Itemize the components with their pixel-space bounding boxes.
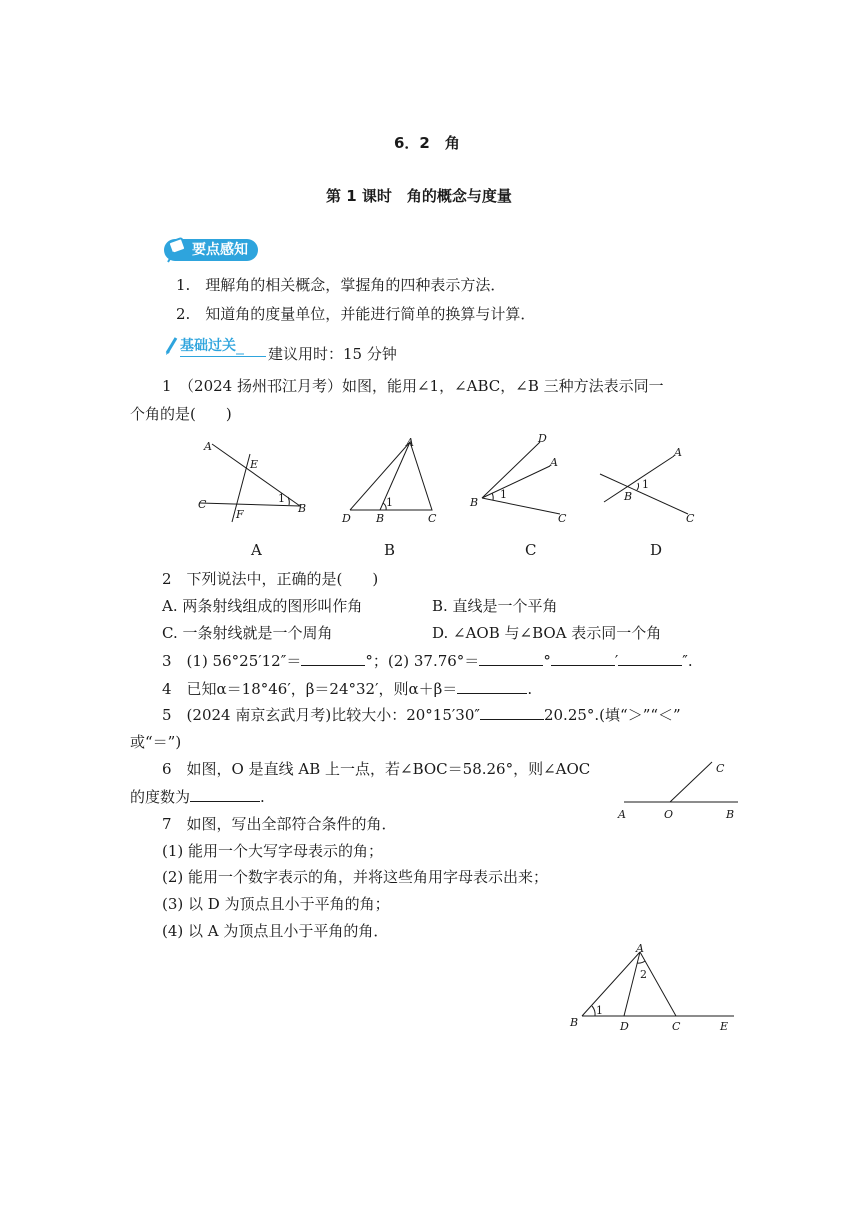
practice-tag bbox=[164, 334, 244, 356]
q6-label-c: C bbox=[716, 762, 725, 775]
fig-a-label-e: E bbox=[250, 458, 259, 471]
figure-b bbox=[341, 436, 437, 525]
q1-option-c: C bbox=[525, 541, 537, 559]
q7-item-4: (4) 以 A 为顶点且小于平角的角． bbox=[162, 922, 389, 940]
q4-part2: . bbox=[527, 680, 533, 698]
key-points-tag bbox=[164, 239, 258, 261]
q3-part4: ′ bbox=[614, 652, 619, 670]
q5-blank[interactable] bbox=[480, 718, 544, 720]
q5-line1 bbox=[162, 704, 681, 725]
q1-line2: 个角的是( ) bbox=[130, 405, 232, 423]
fig-c-label-b: B bbox=[470, 496, 479, 509]
q7-item-1: (1) 能用一个大写字母表示的角； bbox=[162, 842, 384, 860]
q3-blank-1[interactable] bbox=[301, 664, 365, 666]
q3-part1: 3 (1) 56°25′12″＝ bbox=[162, 652, 302, 670]
q7-item-3: (3) 以 D 为顶点且小于平角的角； bbox=[162, 895, 390, 913]
q6-line1: 6 如图，O 是直线 AB 上一点，若∠BOC＝58.26°，则∠AOC bbox=[162, 760, 591, 778]
fig-d-label-a: A bbox=[674, 446, 682, 459]
practice-tag-label: 基础过关 bbox=[180, 338, 236, 354]
q5-line2: 或“＝”) bbox=[130, 733, 182, 751]
q2-option-b: B. 直线是一个平角 bbox=[432, 597, 558, 615]
q3-part5: ″. bbox=[682, 652, 693, 670]
tag-underline-icon bbox=[236, 334, 244, 356]
q2-option-d: D. ∠AOB 与∠BOA 表示同一个角 bbox=[432, 624, 662, 642]
q6-label-o: O bbox=[664, 808, 674, 821]
q1-line1: 1 （2024 扬州邗江月考）如图，能用∠1，∠ABC，∠B 三种方法表示同一 bbox=[162, 377, 664, 395]
pencil-icon bbox=[164, 334, 180, 356]
q7-label-e: E bbox=[720, 1020, 729, 1033]
q3-line bbox=[162, 650, 693, 671]
q2-stem: 2 下列说法中，正确的是( ) bbox=[162, 570, 379, 588]
q4-part1: 4 已知α＝18°46′，β＝24°32′，则α＋β＝ bbox=[162, 680, 458, 698]
figure-a bbox=[198, 440, 306, 522]
q1-figures bbox=[190, 432, 720, 532]
fig-c-label-c: C bbox=[558, 512, 567, 525]
q1-option-a: A bbox=[251, 541, 262, 559]
q7-label-d: D bbox=[620, 1020, 629, 1033]
q5-part1: 5 (2024 南京玄武月考)比较大小：20°15′30″ bbox=[162, 706, 480, 724]
q6-figure bbox=[612, 754, 742, 824]
q7-stem: 7 如图，写出全部符合条件的角． bbox=[162, 815, 397, 833]
q3-part2: °；(2) 37.76°＝ bbox=[365, 652, 480, 670]
q2-option-c: C. 一条射线就是一个周角 bbox=[162, 624, 333, 642]
fig-c-label-1: 1 bbox=[500, 488, 507, 501]
key-point-2: 2. 知道角的度量单位，并能进行简单的换算与计算． bbox=[176, 305, 536, 323]
q3-part3: ° bbox=[543, 652, 551, 670]
q2-option-a: A. 两条射线组成的图形叫作角 bbox=[162, 597, 363, 615]
fig-c-label-a: A bbox=[550, 456, 558, 469]
time-note: 建议用时：15 分钟 bbox=[268, 345, 397, 363]
fig-a-label-1: 1 bbox=[278, 492, 285, 505]
q6-label-b: B bbox=[726, 808, 735, 821]
q7-item-2: (2) 能用一个数字表示的角，并将这些角用字母表示出来； bbox=[162, 868, 549, 886]
fig-b-label-c: C bbox=[428, 512, 437, 525]
section-title: 6．2 角 bbox=[394, 134, 460, 152]
q1-option-b: B bbox=[384, 541, 396, 559]
q6-part1: 的度数为 bbox=[130, 788, 191, 806]
fig-a-label-f: F bbox=[236, 508, 244, 521]
q3-blank-4[interactable] bbox=[618, 664, 682, 666]
q6-part2: . bbox=[260, 788, 265, 806]
fig-b-label-a: A bbox=[406, 436, 414, 449]
pin-icon bbox=[164, 236, 194, 264]
q1-option-d: D bbox=[650, 541, 663, 559]
q4-line bbox=[162, 678, 532, 699]
q7-figure bbox=[562, 940, 742, 1036]
q3-blank-3[interactable] bbox=[551, 664, 615, 666]
q7-label-1: 1 bbox=[596, 1004, 603, 1017]
figure-d bbox=[600, 446, 695, 525]
fig-a-label-a: A bbox=[204, 440, 212, 453]
q6-label-a: A bbox=[618, 808, 626, 821]
fig-b-label-b: B bbox=[376, 512, 385, 525]
fig-d-label-1: 1 bbox=[642, 478, 649, 491]
q6-line2 bbox=[130, 786, 265, 807]
fig-d-label-c: C bbox=[686, 512, 695, 525]
tag-underline bbox=[180, 356, 266, 357]
q3-blank-2[interactable] bbox=[479, 664, 543, 666]
fig-c-label-d: D bbox=[538, 432, 547, 445]
q7-label-c: C bbox=[672, 1020, 681, 1033]
q6-blank[interactable] bbox=[190, 800, 260, 802]
figure-c bbox=[469, 432, 567, 525]
fig-d-label-b: B bbox=[624, 490, 633, 503]
lesson-title: 第 1 课时 角的概念与度量 bbox=[326, 187, 512, 205]
key-point-1: 1. 理解角的相关概念，掌握角的四种表示方法． bbox=[176, 276, 506, 294]
q5-part2: 20.25°.(填“＞”“＜” bbox=[543, 706, 681, 724]
fig-a-label-b: B bbox=[298, 502, 307, 515]
key-points-tag-label: 要点感知 bbox=[164, 239, 258, 261]
q7-label-b: B bbox=[570, 1016, 579, 1029]
fig-a-label-c: C bbox=[198, 498, 207, 511]
q7-label-2: 2 bbox=[640, 968, 647, 981]
fig-b-label-d: D bbox=[342, 512, 351, 525]
fig-b-label-1: 1 bbox=[386, 496, 393, 509]
q7-label-a: A bbox=[636, 942, 644, 955]
q4-blank[interactable] bbox=[457, 692, 527, 694]
